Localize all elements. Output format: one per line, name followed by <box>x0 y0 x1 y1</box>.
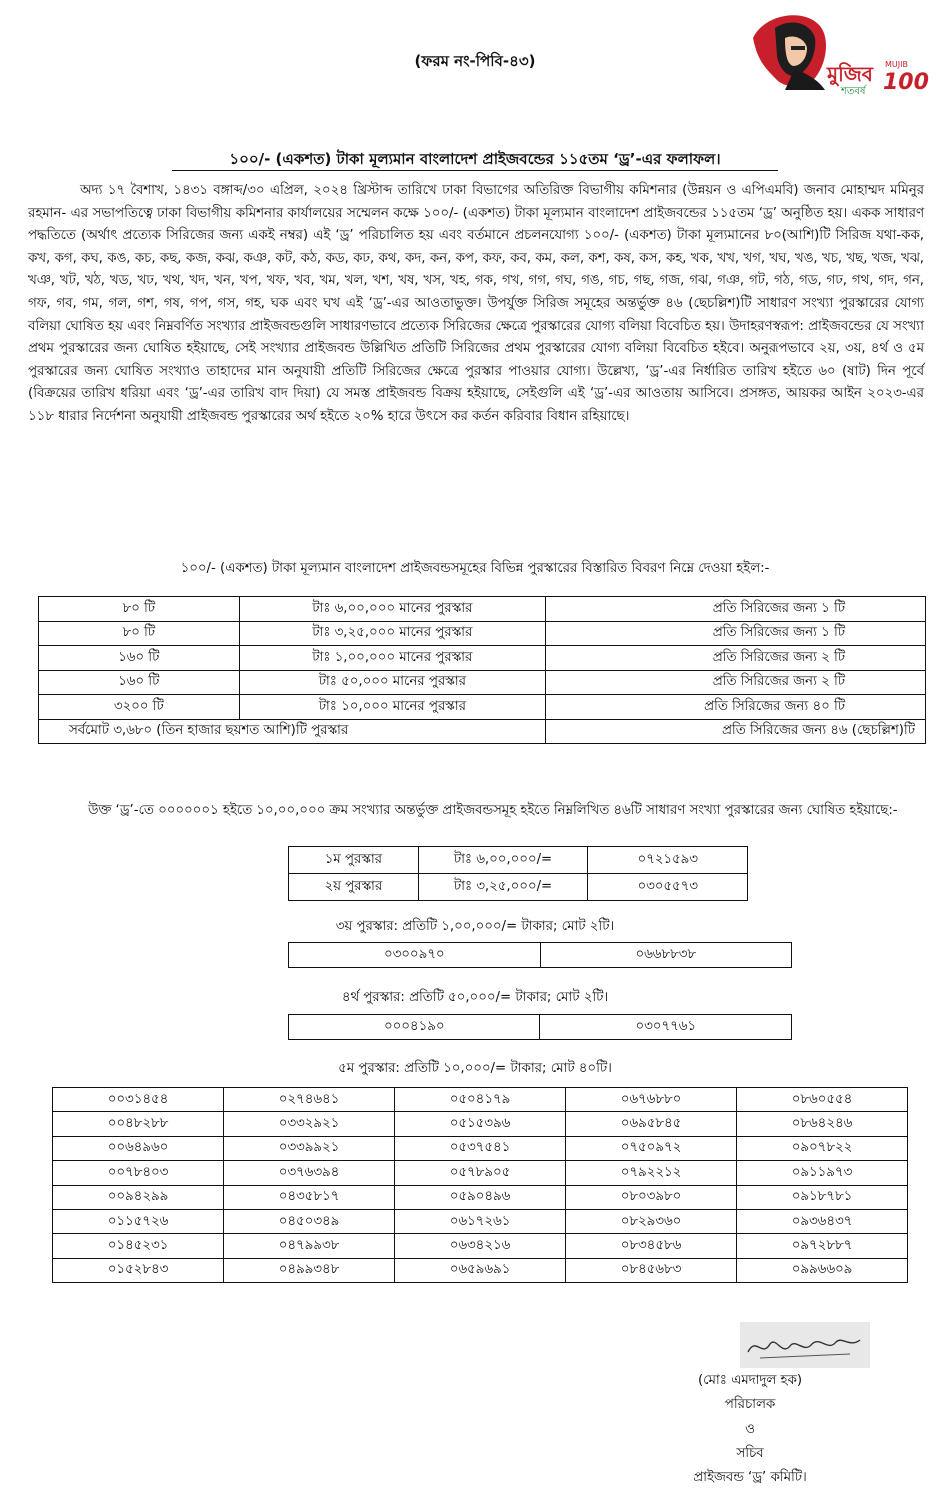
prize-per-series: প্রতি সিরিজের জন্য ২ টি <box>546 646 926 671</box>
prize-number: ০৯০৭৮২২ <box>737 1136 908 1160</box>
table-row <box>53 1209 908 1233</box>
prize-amount: টাঃ ৩,২৫,০০০ মানের পুরস্কার <box>239 621 546 646</box>
handwritten-signature <box>700 1318 910 1378</box>
prize-number: ০৩০৫৫৭৩ <box>588 874 748 901</box>
prize-amount: টাঃ ৬,০০,০০০/= <box>418 847 588 874</box>
prize-number: ০০৯৪২৯৯ <box>53 1185 224 1209</box>
top-prizes-table <box>288 846 748 901</box>
fourth-prize-table <box>288 1014 792 1040</box>
total-per-series: প্রতি সিরিজের জন্য ৪৬ (ছেচল্লিশ)টি <box>546 719 926 744</box>
logo-text-sub: শতবর্ষ <box>841 86 866 97</box>
table-row <box>39 597 926 622</box>
prize-number: ০৩৭৬৩৯৪ <box>224 1161 395 1185</box>
prize-number: ০৭২১৫৯৩ <box>588 847 748 874</box>
prize-amount: টাঃ ৬,০০,০০০ মানের পুরস্কার <box>239 597 546 622</box>
prize-number: ০০৭৮৪০৩ <box>53 1161 224 1185</box>
prize-number: ০০৬৪৯৬০ <box>53 1136 224 1160</box>
fourth-prize-caption: ৪র্থ পুরস্কার: প্রতিটি ৫০,০০০/= টাকার; মোট ২টি। <box>341 990 609 1005</box>
prize-number: ০৩৩৯৯২১ <box>224 1136 395 1160</box>
table-row <box>39 670 926 695</box>
prize-number: ০৯৯৬৬০৯ <box>737 1258 908 1282</box>
prize-number: ০৮০৩৯৮০ <box>566 1185 737 1209</box>
prize-label: ২য় পুরস্কার <box>289 874 419 901</box>
prize-number: ০৫৩৭৫৪১ <box>395 1136 566 1160</box>
prize-number: ০৯৭২৮৮৭ <box>737 1234 908 1258</box>
table-row <box>53 1136 908 1160</box>
prize-number: ০০৩১৪৫৪ <box>53 1088 224 1112</box>
prize-number: ০৮২৯৩৬০ <box>566 1209 737 1233</box>
table-row <box>289 1015 792 1040</box>
mujib-borsho-logo <box>745 8 935 106</box>
table-row <box>53 1112 908 1136</box>
prize-number: ০৬৯৫৮৪৫ <box>566 1112 737 1136</box>
prize-amount: টাঃ ১,০০,০০০ মানের পুরস্কার <box>239 646 546 671</box>
prize-number: ০২৭৪৬৪১ <box>224 1088 395 1112</box>
prize-count: ৮০ টি <box>39 621 240 646</box>
prize-number: ০৫৭৮৯০৫ <box>395 1161 566 1185</box>
prize-number: ০৬৭৬৮৮০ <box>566 1088 737 1112</box>
title-underline <box>172 170 778 171</box>
signatory-name: (মোঃ এমদাদুল হক) <box>697 1373 803 1388</box>
prize-number: ০০৪৮২৮৮ <box>53 1112 224 1136</box>
intro-paragraph: অদ্য ১৭ বৈশাখ, ১৪৩১ বঙ্গাব্দ/৩০ এপ্রিল, ২০২৪ খ্রিস্টাব্দ তারিখে ঢাকা বিভাগের অতিরিক্ত বিভাগীয় কমিশনার (উন্নয়ন ও এপিএমবি) জনাব মোহাম্মদ মমিনুর রহমান- এর সভাপতিত্বে ঢাকা বিভাগীয় কমিশনার কার্যালয়ের সম্মেলন কক্ষে ১০০/- (একশত) টাকা মূল্যমান বাংলাদেশ প্রাইজবন্ডের ১১৫তম ‘ড্র’ অনুষ্ঠিত হয়। একক সাধারণ পদ্ধতিতে (অর্থাৎ প্রত্যেক সিরিজের জন্য একই নম্বর) এই ‘ড্র’ পরিচালিত হয় এবং বর্তমানে প্রচলনযোগ্য ১০০/- (একশত) টাকা মূল্যমানের ৮০(আশি)টি সিরিজ যথা-কক, কখ, কগ, কঘ, কঙ, কচ, কছ, কজ, কঝ, কঞ, কট, কঠ, কড, কঢ, কথ, কদ, কন, কপ, কফ, কব, কম, কল, কশ, কষ, কস, কহ, খক, খখ, খগ, খঘ, খঙ, খচ, খছ, খজ, খঝ, খঞ, খট, খঠ, খড, খঢ, খথ, খদ, খন, খপ, খফ, খব, খম, খল, খশ, খষ, খস, খহ, গক, গখ, গগ, গঘ, গঙ, গচ, গছ, গজ, গঝ, গঞ, গট, গঠ, গড, গঢ, গথ, গদ, গন, গফ, গব, গম, গল, গশ, গষ, গপ, গস, গহ, ঘক এবং ঘখ এই ‘ড্র’-এর আওতাভুক্ত। উপর্যুক্ত সিরিজ সমূহের অন্তর্ভুক্ত ৪৬ (ছেচল্লিশ)টি সাধারণ সংখ্যা পুরস্কারের যোগ্য বলিয়া ঘোষিত হয় এবং নিম্নবর্ণিত সংখ্যার প্রাইজবন্ডগুলি সাধারণভাবে প্রত্যেক সিরিজের ক্ষেত্রে পুরস্কারের যোগ্য বলিয়া বিবেচিত হয়। উদাহরণস্বরূপ: প্রাইজবন্ডের যে সংখ্যা প্রথম পুরস্কারের জন্য ঘোষিত হইয়াছে, সেই সংখ্যার প্রাইজবন্ড উল্লিখিত প্রতিটি সিরিজের প্রথম পুরস্কারের যোগ্য বলিয়া বিবেচিত হইবে। অনুরূপভাবে ২য়, ৩য়, ৪র্থ ও ৫ম পুরস্কারের জন্য ঘোষিত সংখ্যাও তাহাদের মান অনুযায়ী প্রতিটি সিরিজের ক্ষেত্রে পুরস্কার পাওয়ার যোগ্য। উল্লেখ্য, ‘ড্র’-এর নির্ধারিত তারিখ হইতে ৬০ (ষাট) দিন পূর্বে (বিক্রয়ের তারিখ ধরিয়া এবং ‘ড্র’-এর তারিখ বাদ দিয়া) যে সমস্ত প্রাইজবন্ড বিক্রয় হইয়াছে, সেইগুলি এই ‘ড্র’-এর আওতায় আসিবে। প্রসঙ্গত, আয়কর আইন ২০২৩-এর ১১৮ ধারার নির্দেশনা অনুযায়ী প্রাইজবন্ড পুরস্কারের অর্থ হইতে ২০% হারে উৎসে কর কর্তন করিবার বিধান রহিয়াছে। <box>28 183 924 424</box>
logo-text-main: মুজিব <box>827 62 873 86</box>
table-row <box>289 943 792 968</box>
prize-number: ০১১৫৭২৬ <box>53 1209 224 1233</box>
prize-per-series: প্রতি সিরিজের জন্য ২ টি <box>546 670 926 695</box>
prize-amount: টাঃ ৫০,০০০ মানের পুরস্কার <box>239 670 546 695</box>
prize-number: ০৯১৮৭৮১ <box>737 1185 908 1209</box>
third-prize-table <box>288 942 792 968</box>
table-row <box>53 1088 908 1112</box>
signatory-committee: প্রাইজবন্ড ‘ড্র’ কমিটি। <box>693 1470 807 1485</box>
prize-number: ০৮৬৪২৪৬ <box>737 1112 908 1136</box>
prize-count: ৮০ টি <box>39 597 240 622</box>
prize-number: ০৫৯০৪৯৬ <box>395 1185 566 1209</box>
prize-count: ১৬০ টি <box>39 670 240 695</box>
logo-text-en: MUJIB <box>885 60 908 69</box>
prize-number: ০৫১৫৩৯৬ <box>395 1112 566 1136</box>
prize-number: ০৯৩৬৪৩৭ <box>737 1209 908 1233</box>
prize-number: ০৬৬৮৮৩৮ <box>540 943 792 968</box>
prize-number: ০৭৯২২১২ <box>566 1161 737 1185</box>
third-prize-caption: ৩য় পুরস্কার: প্রতিটি ১,০০,০০০/= টাকার; মোট ২টি। <box>335 919 615 934</box>
total-row <box>39 719 926 744</box>
prize-per-series: প্রতি সিরিজের জন্য ৪০ টি <box>546 695 926 720</box>
prize-number: ০৩৩২৯২১ <box>224 1112 395 1136</box>
prize-per-series: প্রতি সিরিজের জন্য ১ টি <box>546 597 926 622</box>
prize-number: ০৮৩৪৫৮৬ <box>566 1234 737 1258</box>
draw-range-text: উক্ত ‘ড্র’-তে ০০০০০০১ হইতে ১০,০০,০০০ ক্রম সংখ্যার অন্তর্ভুক্ত প্রাইজবন্ডসমূহ হইতে নিম্নলিখিত ৪৬টি সাধারণ সংখ্যা পুরস্কারের জন্য ঘোষিত হইয়াছে:- <box>88 803 898 818</box>
signatory-and: ও <box>745 1422 755 1437</box>
prize-summary-table <box>38 596 926 744</box>
prize-amount: টাঃ ১০,০০০ মানের পুরস্কার <box>239 695 546 720</box>
prize-per-series: প্রতি সিরিজের জন্য ১ টি <box>546 621 926 646</box>
prize-number: ০৪৫০৩৪৯ <box>224 1209 395 1233</box>
prize-label: ১ম পুরস্কার <box>289 847 419 874</box>
logo-number: 100 <box>883 70 929 95</box>
prize-number: ০১৪৫২৩১ <box>53 1234 224 1258</box>
prize-number: ০০০৪১৯০ <box>289 1015 540 1040</box>
prize-number: ০৪৩৫৮১৭ <box>224 1185 395 1209</box>
prize-count: ১৬০ টি <box>39 646 240 671</box>
table-row <box>289 874 748 901</box>
prize-amount: টাঃ ৩,২৫,০০০/= <box>418 874 588 901</box>
fifth-prize-caption: ৫ম পুরস্কার: প্রতিটি ১০,০০০/= টাকার; মোট ৪০টি। <box>338 1061 612 1076</box>
prize-number: ০৪৭৯৯৩৮ <box>224 1234 395 1258</box>
table-row <box>39 621 926 646</box>
prize-number: ০৬৫৯৬৯১ <box>395 1258 566 1282</box>
prize-number: ০৬৩৪২১৬ <box>395 1234 566 1258</box>
form-number: (ফরম নং-পিবি-৪৩) <box>414 52 536 70</box>
prize-number: ০৪৯৯৩৪৮ <box>224 1258 395 1282</box>
prize-count: ৩২০০ টি <box>39 695 240 720</box>
prize-number: ০১৫২৮৪৩ <box>53 1258 224 1282</box>
signatory-title: সচিব <box>736 1446 764 1461</box>
table-row <box>53 1161 908 1185</box>
prize-number: ০৬১৭২৬১ <box>395 1209 566 1233</box>
table-row <box>289 847 748 874</box>
total-prizes: সর্বমোট ৩,৬৮০ (তিন হাজার ছয়শত আশি)টি পুরস্কার <box>39 719 546 744</box>
table-row <box>53 1234 908 1258</box>
details-caption: ১০০/- (একশত) টাকা মূল্যমান বাংলাদেশ প্রাইজবন্ডসমূহের বিভিন্ন পুরস্কারের বিস্তারিত বিবরণ নিম্নে দেওয়া হইল:- <box>180 561 770 576</box>
prize-number: ০৯১১৯৭৩ <box>737 1161 908 1185</box>
table-row <box>39 695 926 720</box>
table-row <box>53 1258 908 1282</box>
prize-number: ০৭৫০৯৭২ <box>566 1136 737 1160</box>
prize-number: ০৮৬০৫৫৪ <box>737 1088 908 1112</box>
table-row <box>39 646 926 671</box>
table-row <box>53 1185 908 1209</box>
prize-number: ০৩০৭৭৬১ <box>540 1015 792 1040</box>
prize-number: ০৩০০৯৭০ <box>289 943 541 968</box>
prize-number: ০৮৪৫৬৮৩ <box>566 1258 737 1282</box>
prize-number: ০৫০৪১৭৯ <box>395 1088 566 1112</box>
fifth-prize-table <box>52 1087 908 1283</box>
signatory-title: পরিচালক <box>724 1397 776 1412</box>
page-title: ১০০/- (একশত) টাকা মূল্যমান বাংলাদেশ প্রাইজবন্ডের ১১৫তম ‘ড্র’-এর ফলাফল। <box>229 150 721 168</box>
